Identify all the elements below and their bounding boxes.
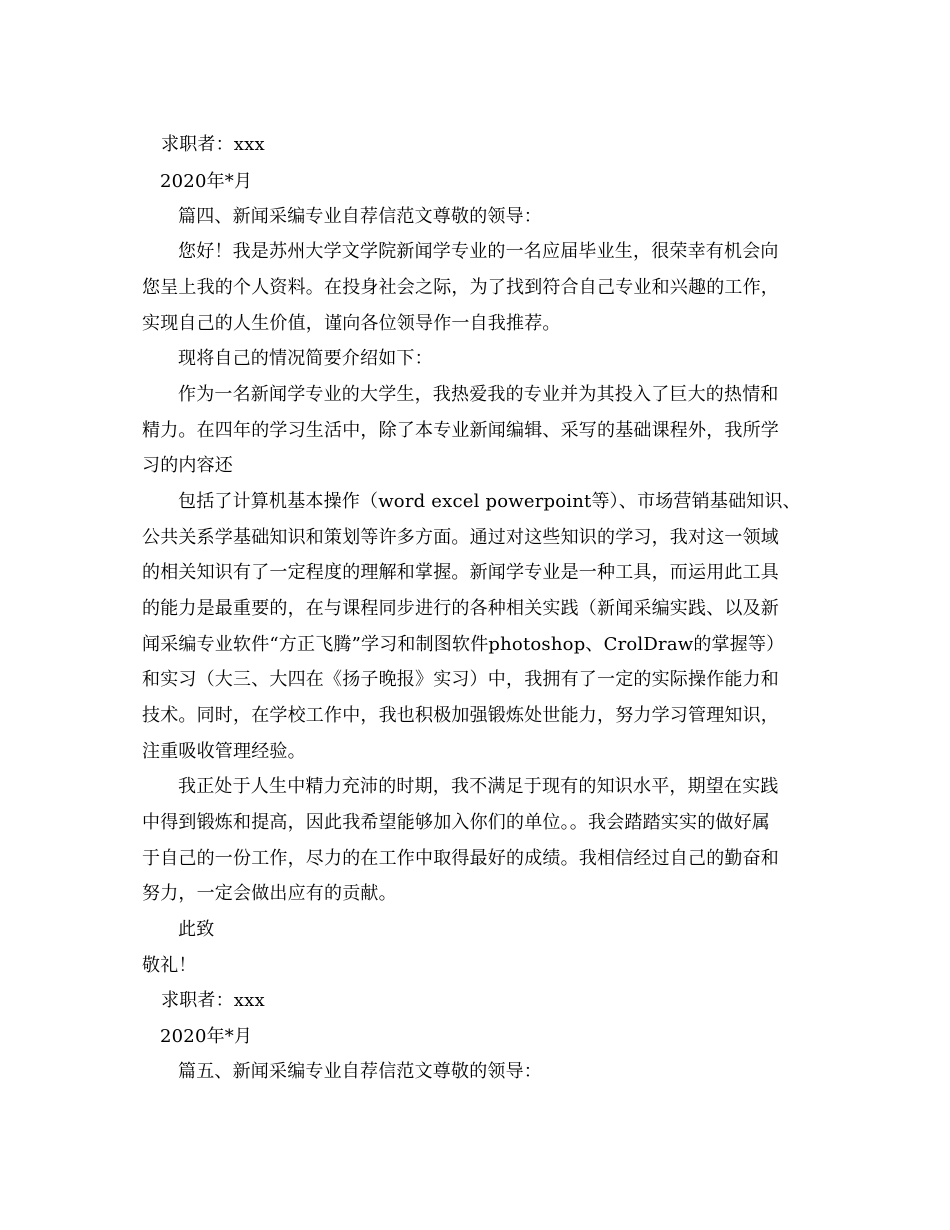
section-heading-five: 篇五、新闻采编专业自荐信范文尊敬的领导： [178,1061,542,1082]
salutation-line: 敬礼！ [142,955,197,976]
paragraph-line: 注重吸收管理经验。 [142,741,306,762]
section-heading-four: 篇四、新闻采编专业自荐信范文尊敬的领导： [178,206,542,227]
paragraph-line: 闻采编专业软件“方正飞腾”学习和制图软件photoshop、CrolDraw的掌握等） [142,634,785,655]
paragraph-line: 习的内容还 [142,455,233,476]
paragraph-line: 技术。同时，在学校工作中，我也积极加强锻炼处世能力，努力学习管理知识， [142,705,779,726]
paragraph-line: 和实习（大三、大四在《扬子晚报》实习）中，我拥有了一定的实际操作能力和 [142,669,779,690]
paragraph-line: 中得到锻炼和提高，因此我希望能够加入你们的单位。。我会踏踏实实的做好属 [142,812,770,833]
paragraph-line: 您呈上我的个人资料。在投身社会之际，为了找到符合自己专业和兴趣的工作， [142,277,779,298]
paragraph-line: 作为一名新闻学专业的大学生，我热爱我的专业并为其投入了巨大的热情和 [178,384,779,405]
paragraph-line: 实现自己的人生价值，谨向各位领导作一自我推荐。 [142,313,561,334]
paragraph-line: 包括了计算机基本操作（word excel powerpoint等）、市场营销基础知识、 [178,491,801,512]
paragraph-line: 的相关知识有了一定程度的理解和掌握。新闻学专业是一种工具，而运用此工具 [142,562,779,583]
date-line: 2020年*月 [160,171,253,192]
paragraph-line: 于自己的一份工作，尽力的在工作中取得最好的成绩。我相信经过自己的勤奋和 [142,848,779,869]
applicant-signature-line: 求职者：xxx [161,990,265,1011]
paragraph-line: 的能力是最重要的，在与课程同步进行的各种相关实践（新闻采编实践、以及新 [142,598,779,619]
paragraph-line: 努力，一定会做出应有的贡献。 [142,883,397,904]
date-line: 2020年*月 [160,1026,253,1047]
paragraph-line: 公共关系学基础知识和策划等许多方面。通过对这些知识的学习，我对这一领域 [142,527,779,548]
paragraph-line: 您好！我是苏州大学文学院新闻学专业的一名应届毕业生，很荣幸有机会向 [178,241,779,262]
applicant-signature-line: 求职者：xxx [161,134,265,155]
paragraph-line: 现将自己的情况简要介绍如下： [178,348,433,369]
paragraph-line: 精力。在四年的学习生活中，除了本专业新闻编辑、采写的基础课程外，我所学 [142,420,779,441]
paragraph-line: 我正处于人生中精力充沛的时期，我不满足于现有的知识水平，期望在实践 [178,776,779,797]
closing-line: 此致 [178,919,215,940]
